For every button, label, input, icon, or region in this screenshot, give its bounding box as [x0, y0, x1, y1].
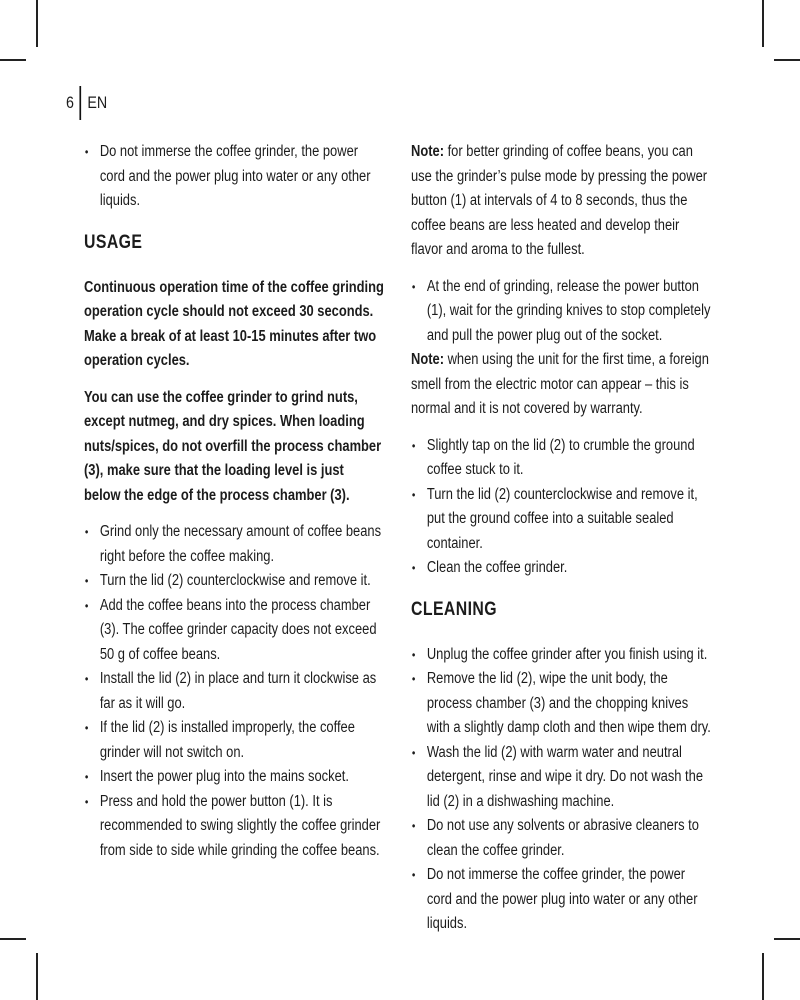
list-item: • Press and hold the power button (1). It is recommended to swing slightly the coffee grinder from side to side while grinding the coffee beans. [84, 790, 384, 864]
crop-mark-bottom-right-h [774, 938, 800, 940]
list-item: • Grind only the necessary amount of coffee beans right before the coffee making. [84, 520, 384, 569]
crop-mark-bottom-right [762, 953, 764, 1000]
pulse-mode-note [411, 140, 711, 263]
intro-list [84, 140, 384, 214]
operation-time-warning: Continuous operation time of the coffee grinding operation cycle should not exceed 30 seconds. Make a break of at least 10-15 minutes after two operation cycles. [84, 278, 384, 369]
list-item: • Insert the power plug into the mains socket. [84, 765, 384, 790]
list-item: • Slightly tap on the lid (2) to crumble the ground coffee stuck to it. [411, 434, 711, 483]
usage-heading: USAGE [84, 231, 143, 253]
nuts-spices-warning: You can use the coffee grinder to grind nuts, except nutmeg, and dry spices. When loading nuts/spices, do not overfill the process chamber (3), make sure that the loading level is just below the edge of the process chamber (3). [84, 388, 382, 504]
header-divider [80, 86, 82, 120]
list-item: • Clean the coffee grinder. [411, 556, 711, 581]
crop-mark-top-right-h [774, 59, 800, 61]
page-header [66, 86, 107, 120]
page-number: 6 [66, 93, 74, 112]
list-item: • Remove the lid (2), wipe the unit body, the process chamber (3) and the chopping knives with a slightly damp cloth and then wipe them dry. [411, 667, 711, 741]
usage-steps-list [84, 520, 384, 863]
list-item: • Install the lid (2) in place and turn it clockwise as far as it will go. [84, 667, 384, 716]
crop-mark-top-left-h [0, 59, 26, 61]
note-label: Note: [411, 143, 445, 160]
list-item: • Add the coffee beans into the process chamber (3). The coffee grinder capacity does not exceed 50 g of coffee beans. [84, 594, 384, 668]
list-item: • Turn the lid (2) counterclockwise and remove it, put the ground coffee into a suitable sealed container. [411, 483, 711, 557]
list-item: • Do not immerse the coffee grinder, the power cord and the power plug into water or any other liquids. [411, 863, 711, 937]
after-grinding-list [411, 434, 711, 581]
crop-mark-bottom-left [36, 953, 38, 1000]
list-item: • If the lid (2) is installed improperly, the coffee grinder will not switch on. [84, 716, 384, 765]
language-code: EN [87, 93, 108, 112]
note-text: for better grinding of coffee beans, you can use the grinder’s pulse mode by pressing the power button (1) at intervals of 4 to 8 seconds, thus the coffee beans are less heated and develop their flavor and aroma to the fullest. [411, 143, 708, 258]
list-item: • Do not immerse the coffee grinder, the power cord and the power plug into water or any other liquids. [84, 140, 384, 214]
list-item: • Unplug the coffee grinder after you finish using it. [411, 643, 711, 668]
list-item: • Wash the lid (2) with warm water and neutral detergent, rinse and wipe it dry. Do not wash the lid (2) in a dishwashing machine. [411, 741, 711, 815]
list-item: • At the end of grinding, release the power button (1), wait for the grinding knives to stop completely and pull the power plug out of the socket. [411, 275, 711, 349]
list-item: • Do not use any solvents or abrasive cleaners to clean the coffee grinder. [411, 814, 711, 863]
list-item: • Turn the lid (2) counterclockwise and remove it. [84, 569, 384, 594]
note-text: when using the unit for the first time, a foreign smell from the electric motor can appear – this is normal and it is not covered by warranty. [411, 351, 709, 417]
crop-mark-bottom-left-h [0, 938, 26, 940]
end-of-grinding-list [411, 275, 711, 349]
note-label: Note: [411, 351, 445, 368]
right-column [411, 140, 711, 937]
left-column [84, 140, 384, 863]
cleaning-steps-list [411, 643, 711, 937]
first-use-note [411, 348, 711, 422]
crop-mark-top-left [36, 0, 38, 47]
crop-mark-top-right [762, 0, 764, 47]
cleaning-heading: CLEANING [411, 598, 498, 620]
